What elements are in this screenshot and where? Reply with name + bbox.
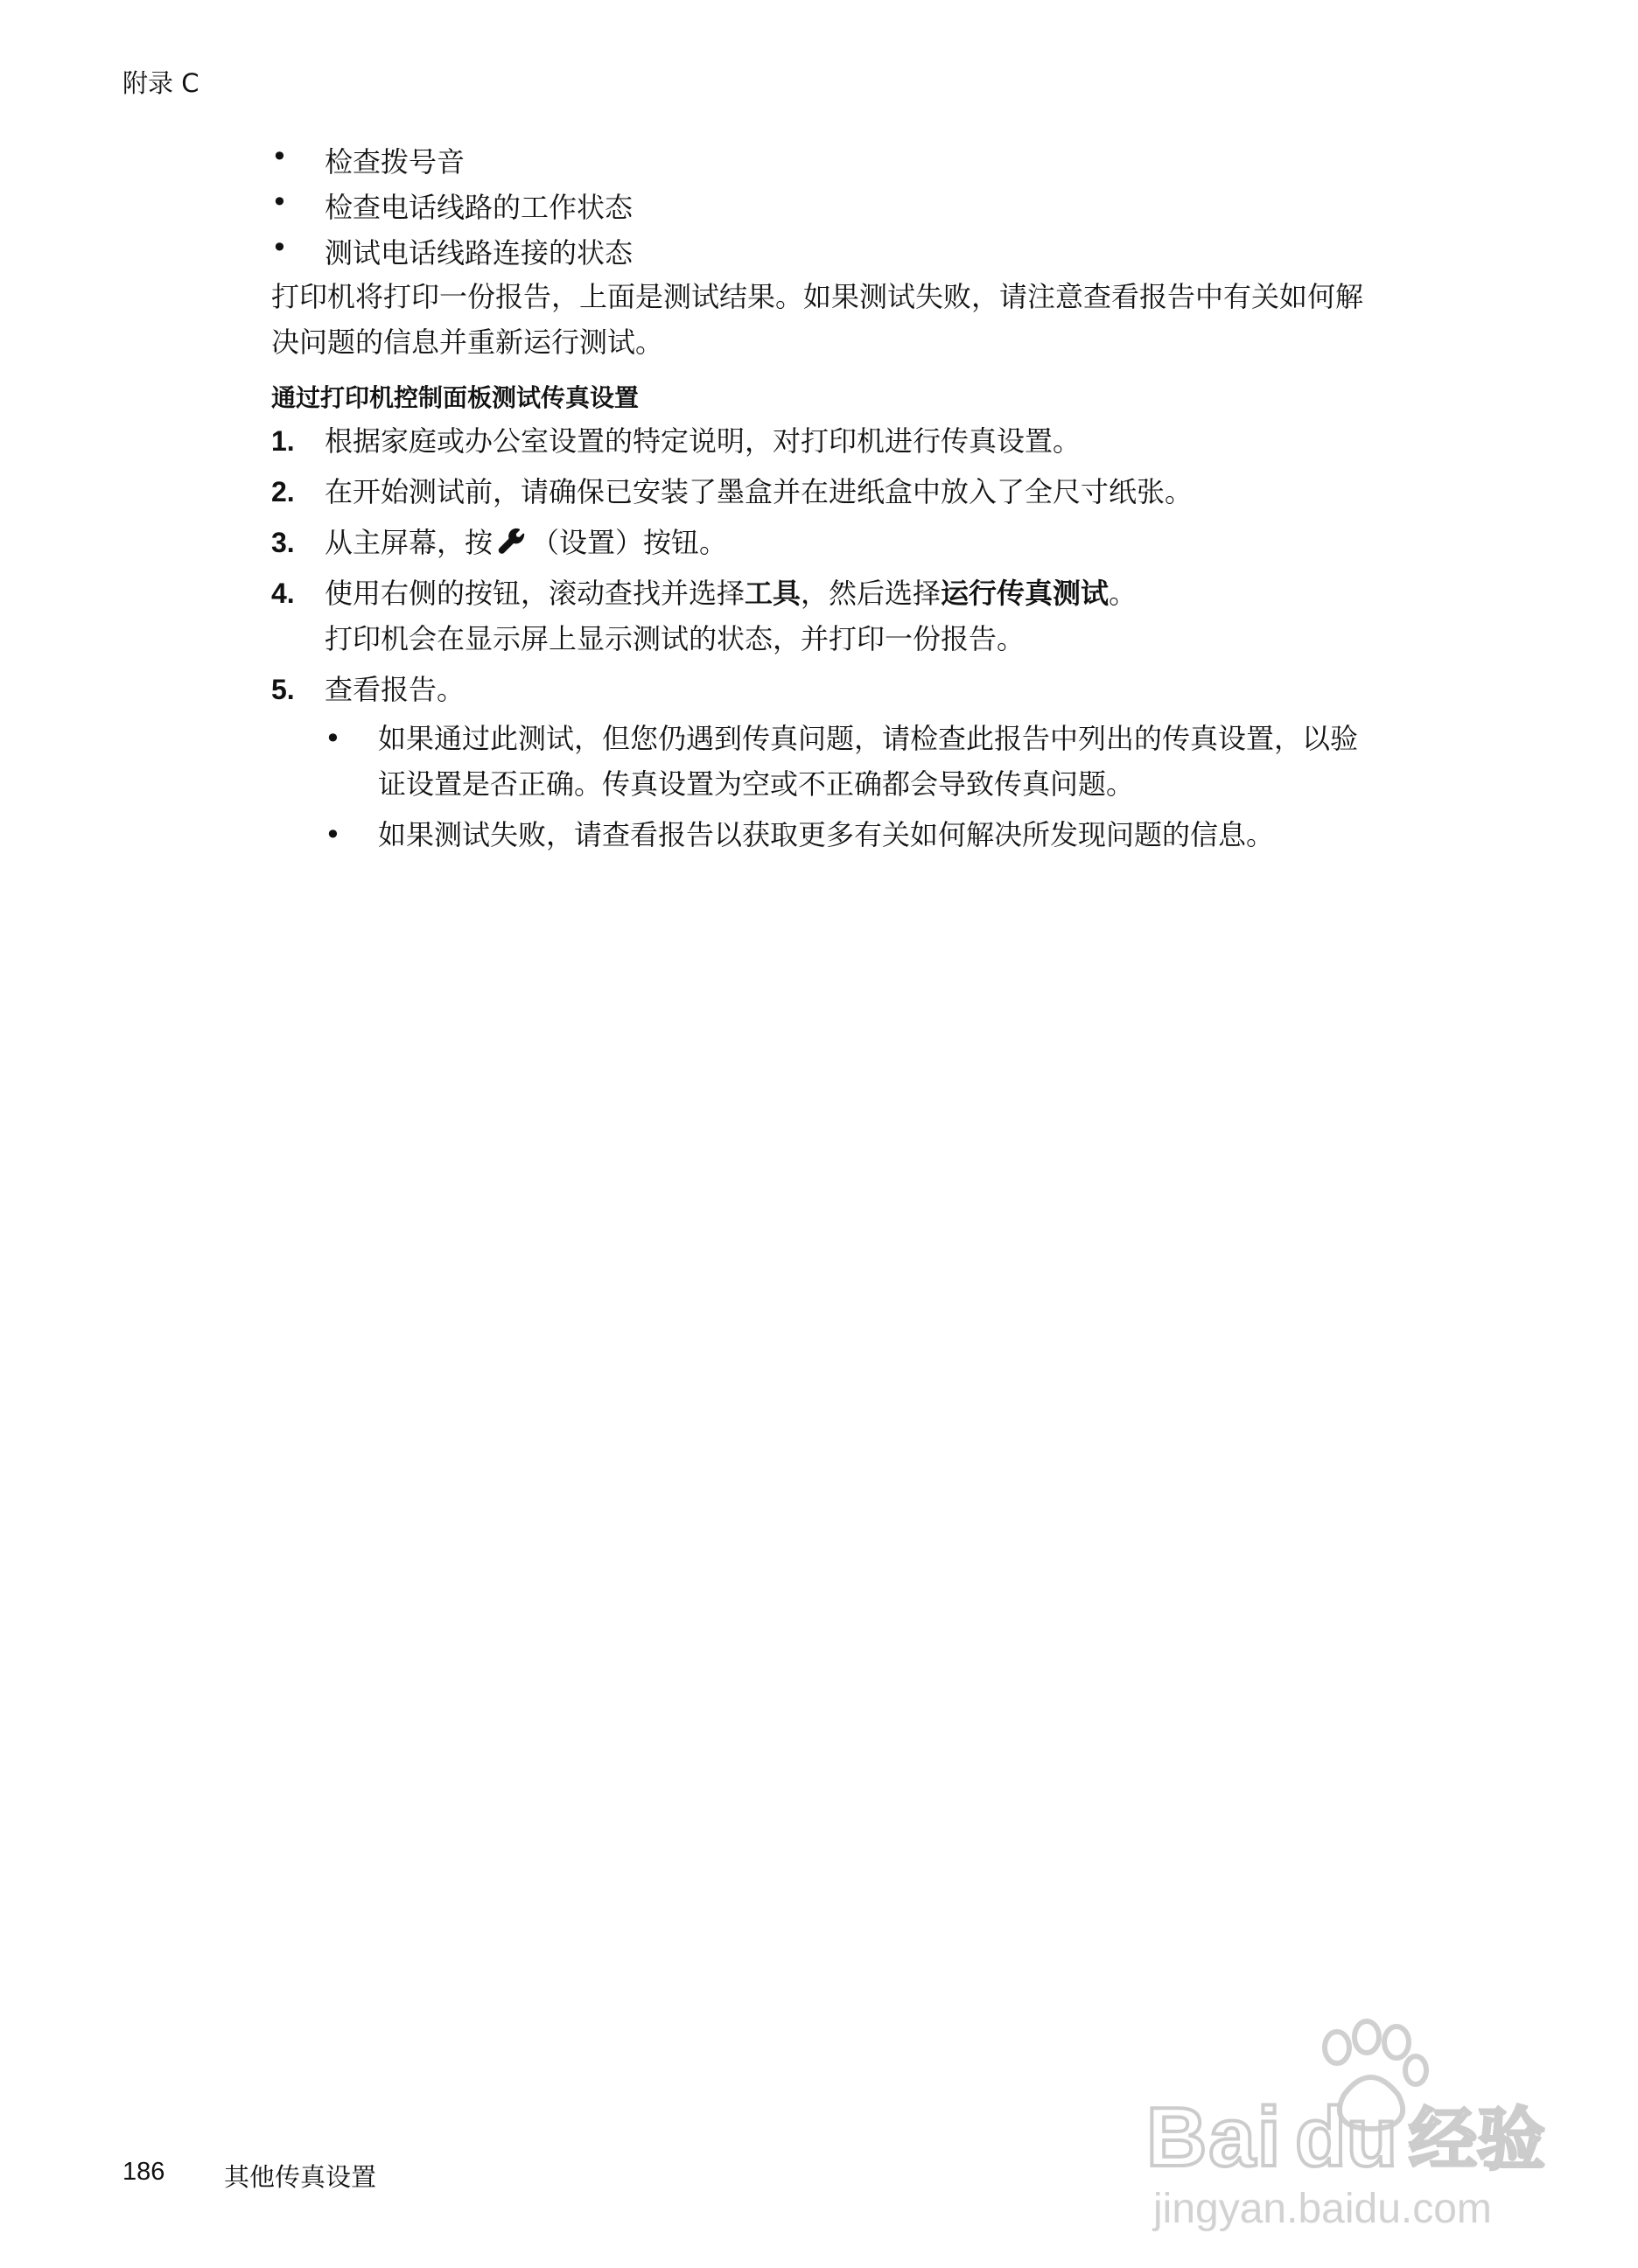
step-4-note: 打印机会在显示屏上显示测试的状态，并打印一份报告。	[325, 622, 1026, 655]
intro-line-2: 决问题的信息并重新运行测试。	[271, 326, 664, 359]
step-3	[271, 520, 1358, 565]
baidu-watermark-logo	[1138, 2012, 1549, 2240]
running-header: 附录 C	[122, 68, 200, 98]
step-4-part-2: ，然后选择	[801, 577, 942, 610]
bullet-marker: •	[271, 140, 288, 173]
intro-paragraph	[271, 274, 1363, 365]
step-text	[325, 570, 1358, 616]
step-text: 查看报告。	[325, 673, 466, 706]
step-3-text-after: （设置）按钮。	[531, 526, 728, 559]
step-4	[271, 570, 1358, 662]
step-text: 根据家庭或办公室设置的特定说明，对打印机进行传真设置。	[325, 424, 1082, 458]
intro-line-1: 打印机将打印一份报告，上面是测试结果。如果测试失败，请注意查看报告中有关如何解	[271, 280, 1364, 313]
step-3-text-before: 从主屏幕，按	[325, 526, 494, 559]
sub-item-line-1: 如果通过此测试，但您仍遇到传真问题，请检查此报告中列出的传真设置，以验	[378, 722, 1359, 755]
sub-bullet-list	[271, 716, 1358, 858]
bullet-marker: •	[271, 231, 288, 264]
sub-item-line-1: 如果测试失败，请查看报告以获取更多有关如何解决所发现问题的信息。	[378, 818, 1275, 851]
list-item-text: 检查电话线路的工作状态	[325, 191, 634, 224]
step-number: 2.	[271, 476, 295, 508]
step-number: 4.	[271, 578, 295, 609]
section-heading: 通过打印机控制面板测试传真设置	[271, 383, 640, 412]
list-item-text: 测试电话线路连接的状态	[325, 236, 634, 270]
sub-list-item	[325, 716, 1358, 807]
step-4-part-3: 。	[1109, 577, 1138, 610]
step-text: 在开始测试前，请确保已安装了墨盒并在进纸盒中放入了全尺寸纸张。	[325, 475, 1194, 508]
svg-text:Bai: Bai	[1146, 2090, 1283, 2184]
step-number: 5.	[271, 674, 295, 705]
step-number: 3.	[271, 527, 295, 558]
menu-term-run-fax-test: 运行传真测试	[941, 577, 1110, 610]
bullet-marker: •	[325, 722, 341, 755]
step-2	[271, 469, 1358, 514]
svg-text:jingyan.baidu.com: jingyan.baidu.com	[1153, 2186, 1492, 2232]
step-number: 1.	[271, 425, 295, 457]
sub-item-line-2: 证设置是否正确。传真设置为空或不正确都会导致传真问题。	[378, 767, 1135, 801]
bullet-marker: •	[271, 186, 288, 219]
bullet-marker: •	[325, 818, 341, 851]
step-5	[271, 667, 1358, 712]
menu-term-tools: 工具	[745, 577, 802, 610]
svg-text:du: du	[1295, 2090, 1398, 2184]
sub-list-item	[325, 812, 1358, 858]
list-item-text: 检查拨号音	[325, 145, 466, 178]
footer-title: 其他传真设置	[224, 2162, 377, 2192]
step-text	[325, 520, 1358, 565]
step-4-part-1: 使用右侧的按钮，滚动查找并选择	[325, 577, 746, 610]
page-number: 186	[122, 2158, 165, 2186]
wrench-icon	[496, 526, 528, 557]
step-1	[271, 418, 1358, 464]
svg-text:经验: 经验	[1409, 2101, 1546, 2180]
steps-list	[271, 418, 1358, 863]
